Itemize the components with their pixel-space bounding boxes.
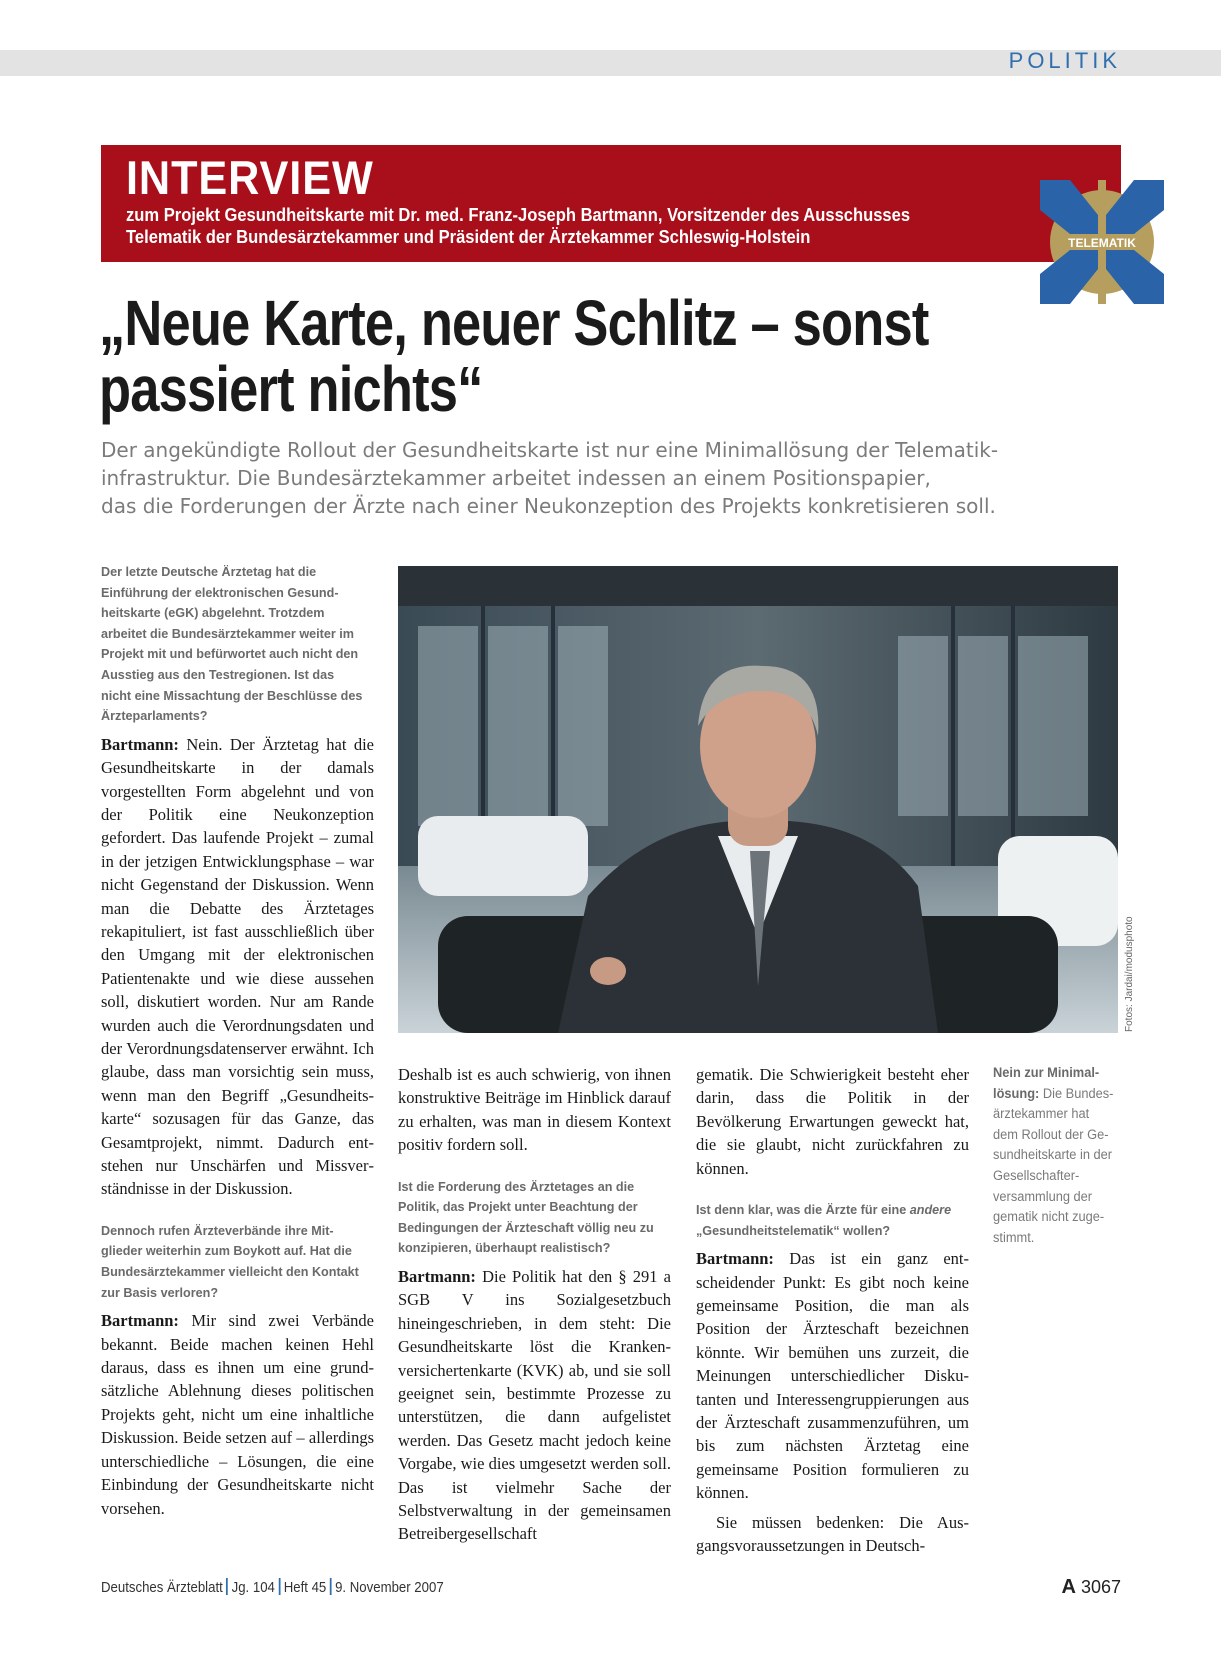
journal-name: Deutsches Ärzteblatt <box>101 1579 223 1596</box>
answer-text: Nein. Der Ärztetag hat die Gesundheitskarte in der damals vorgestellten Form abgelehnt und von der Politik eine Neukonzeption gefordert. Das laufende Projekt – zumal in der jetzigen Entwicklungsphase – war nicht Gegenstand der Diskussion. Wenn man die Debatte des Ärztetages rekapituliert, ist fast ausschließlich über den Umgang mit der elektronischen Patientenakte und wie diese aussehen soll, diskutiert worden. Nur am Rande wurden auch die Verordnungsdaten und der Verordnungsdatenserver erwähnt. Ich glaube, dass man vorsichtig sein muss, wenn man den Begriff „Gesundheitskarte“ sozusagen für das Ganze, das Gesamtprojekt, nimmt. Dadurch entstehen nur Unschärfen und Missverständnisse in der Diskussion. <box>101 734 374 1199</box>
interview-answer <box>696 1247 969 1504</box>
footer-divider <box>278 1578 280 1595</box>
interview-answer <box>398 1265 671 1546</box>
headline-line: „Neue Karte, neuer Schlitz – sonst <box>99 287 929 359</box>
sidebar-note <box>993 1063 1117 1248</box>
answer-text: Mir sind zwei Verbände bekannt. Beide machen keinen Hehl daraus, dass es ihnen um eine grundsätzliche Ablehnung dieses politischen Projekts geht, nicht um eine inhaltliche Diskussion. Beide setzen auf – allerdings unterschiedliche – Lösungen, die eine Einbindung der Gesundheitskarte nicht vorsehen. <box>101 1311 375 1518</box>
interview-kicker: INTERVIEW <box>126 151 374 204</box>
page-prefix: A <box>1061 1576 1076 1598</box>
speaker-name: Bartmann: <box>696 1249 774 1269</box>
question-text: „Gesundheitstelematik“ wollen? <box>696 1222 891 1238</box>
headline-line: passiert nichts“ <box>99 353 483 425</box>
speaker-name: Bartmann: <box>398 1267 476 1286</box>
text-column-1 <box>101 562 374 1526</box>
question-text: Ist denn klar, was die Ärzte für eine <box>696 1202 910 1218</box>
interview-answer <box>101 1309 374 1520</box>
body-paragraph: gematik. Die Schwierigkeit besteht eher darin, dass die Politik in der Bevölkerung Erwartungen geweckt hat, die sie glaubt, nicht zurückfahren zu können. <box>696 1065 969 1178</box>
interview-subtitle <box>126 204 1009 248</box>
text-column-3 <box>696 1063 969 1564</box>
interview-subtitle-line: zum Projekt Gesundheitskarte mit Dr. med. Franz-Joseph Bartmann, Vorsitzender des Ausschusses <box>126 205 911 225</box>
sidebar-text: Die Bundesärztekammer hat dem Rollout der Gesundheitskarte in der Gesellschafterversammlung der gematik nicht zugestimmt. <box>993 1085 1114 1245</box>
portrait-photo <box>398 566 1118 1033</box>
question-emphasis: andere <box>909 1202 952 1218</box>
lead-line: infrastruktur. Die Bundesärztekammer arbeitet indessen an einem Positionspapier, <box>101 466 931 490</box>
lead-line: das die Forderungen der Ärzte nach einer Neukonzeption des Projekts konkretisieren soll. <box>101 494 996 518</box>
text-column-2 <box>398 1063 671 1552</box>
headline <box>99 287 929 425</box>
page-number <box>1061 1576 1121 1599</box>
journal-volume: Jg. 104 <box>231 1579 275 1596</box>
interview-question <box>696 1200 961 1241</box>
issue-date: 9. November 2007 <box>335 1579 444 1596</box>
answer-text: Die Politik hat den § 291 a SGB V ins Sozialgesetzbuch hineingeschrieben, in dem steht: Die Gesundheitskarte löst die Krankenversichertenkarte (KVK) ab, und sie soll geeignet sein, bestimmte Prozesse zu unterstützen, die dann aufgelistet werden. Das Gesetz macht jedoch keine Vorgabe, wie dies umgesetzt werden soll. Das ist vielmehr Sache der Selbstverwaltung in der gemeinsamen Betreibergesellschaft <box>398 1267 671 1544</box>
interview-subtitle-line: Telematik der Bundesärztekammer und Präsident der Ärztekammer Schleswig-Holstein <box>126 227 811 247</box>
footer-divider <box>226 1578 228 1595</box>
interview-question: Ist die Forderung des Ärztetages an die Politik, das Projekt unter Beachtung der Bedingungen der Ärzteschaft völlig neu zu konzipieren, überhaupt realistisch? <box>398 1178 654 1256</box>
journal-issue: Heft 45 <box>283 1579 327 1596</box>
section-label: POLITIK <box>1008 48 1121 73</box>
page-footer <box>101 1578 444 1596</box>
answer-text: Das ist ein ganz entscheidender Punkt: Es gibt noch keine gemeinsame Position, die man als Position der Ärzteschaft bezeichnen könnte. Wir bemühen uns zurzeit, die Meinungen unterschiedlicher Diskutanten und Interessengruppierungen aus der Ärzteschaft zusammenzuführen, um bis zum nächsten Ärztetag eine gemeinsame Position formulieren zu können. <box>696 1249 969 1503</box>
interview-answer <box>101 733 374 1201</box>
body-paragraph: Sie müssen bedenken: Die Ausgangsvoraussetzungen in Deutsch- <box>696 1512 969 1556</box>
speaker-name: Bartmann: <box>101 1311 179 1331</box>
page-number-value: 3067 <box>1080 1577 1121 1597</box>
logo-text: TELEMATIK <box>1068 236 1136 250</box>
footer-divider <box>330 1578 332 1595</box>
lead-line: Der angekündigte Rollout der Gesundheitskarte ist nur eine Minimallösung der Telematik- <box>101 438 999 462</box>
interview-question: Dennoch rufen Ärzteverbände ihre Mitglieder weiterhin zum Boykott auf. Hat die Bundesärztekammer vielleicht den Kontakt zur Basis verloren? <box>101 1222 359 1300</box>
lead-paragraph <box>101 436 1131 520</box>
telematik-logo-icon <box>1040 180 1164 304</box>
body-paragraph: Deshalb ist es auch schwierig, von ihnen konstruktive Beiträge im Hinblick darauf zu erhalten, was man in diesem Kontext positiv fordern soll. <box>398 1065 671 1155</box>
interview-question: Der letzte Deutsche Ärztetag hat die Einführung der elektronischen Gesundheitskarte (eGK) abgelehnt. Trotzdem arbeitet die Bundesärztekammer weiter im Projekt mit und befürwortet auch nicht den Ausstieg aus den Testregionen. Ist das nicht eine Missachtung der Beschlüsse des Ärzteparlaments? <box>101 564 363 724</box>
photo-credit: Fotos: Jardai/modusphoto <box>1124 916 1135 1032</box>
sidebar-title: Nein zur Minimallösung: <box>993 1065 1100 1101</box>
speaker-name: Bartmann: <box>101 734 179 754</box>
